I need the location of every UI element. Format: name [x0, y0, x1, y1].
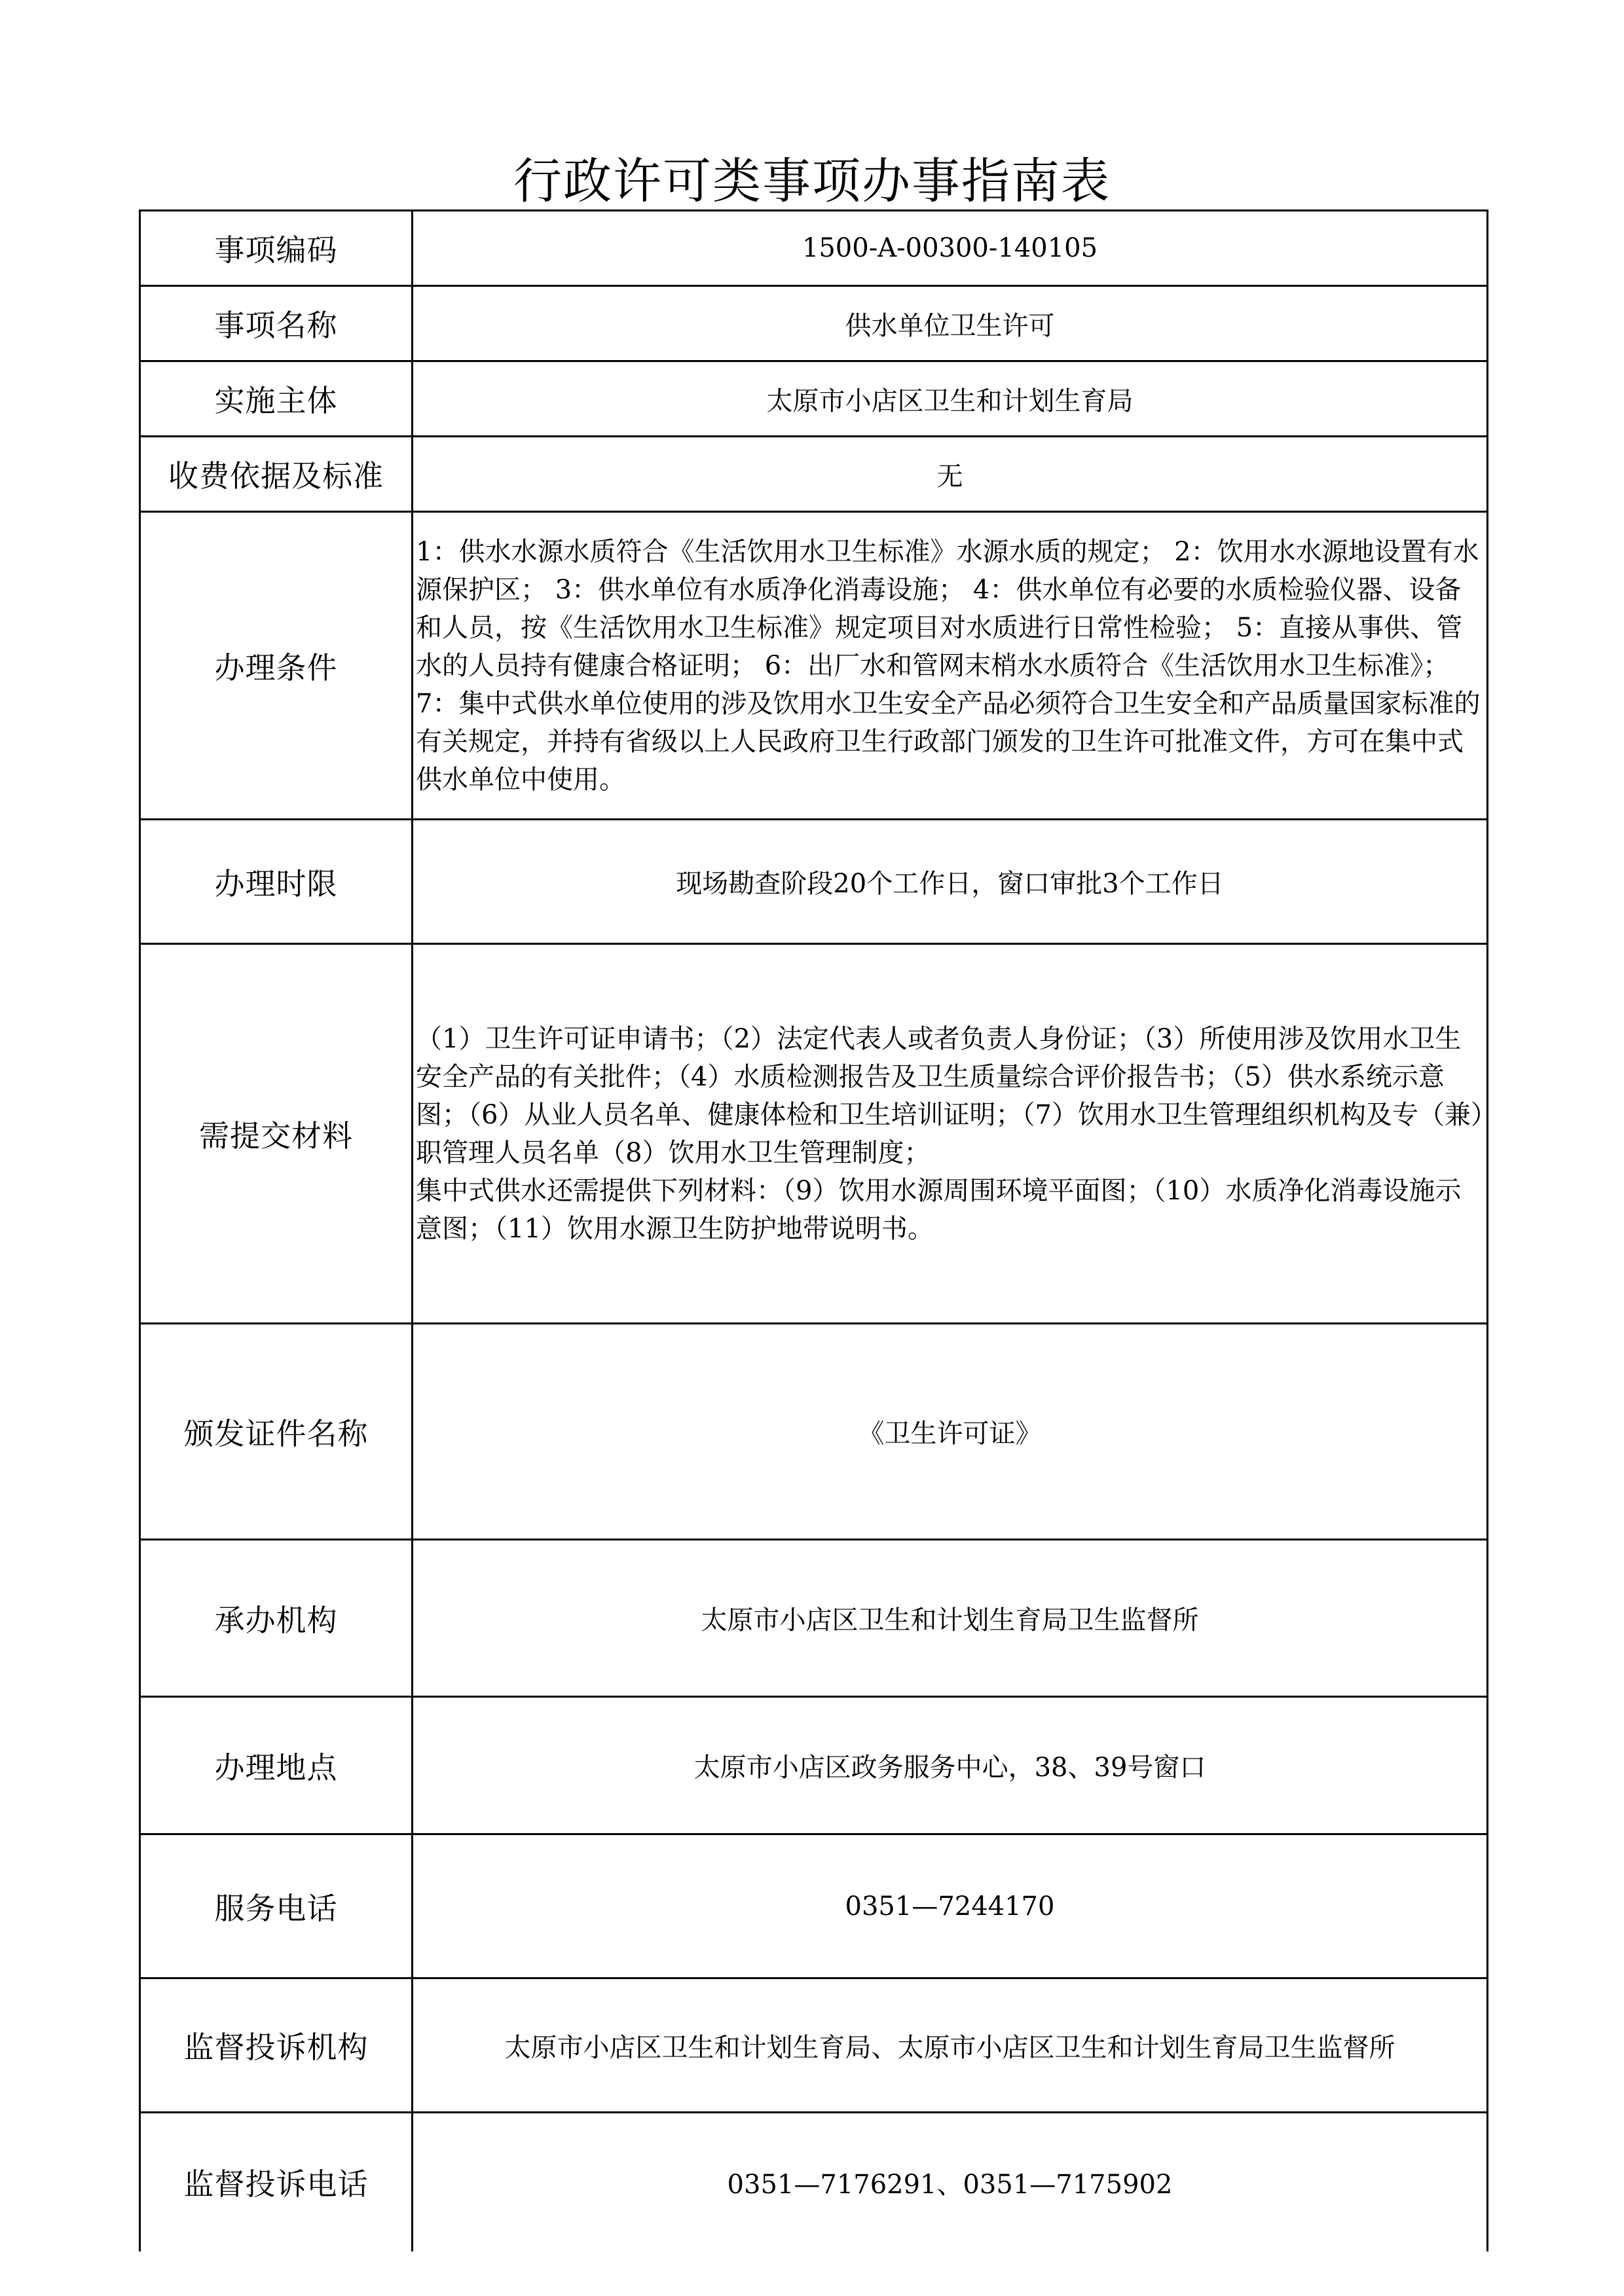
row-value: 太原市小店区卫生和计划生育局	[413, 361, 1488, 437]
table-row	[140, 1978, 1488, 2113]
row-value: 1：供水水源水质符合《生活饮用水卫生标准》水源水质的规定； 2：饮用水水源地设置有水源保护区； 3：供水单位有水质净化消毒设施； 4：供水单位有必要的水质检验仪器、设备和人员，按《生活饮用水卫生标准》规定项目对水质进行日常性检验； 5：直接从事供、管水的人员持有健康合格证明； 6：出厂水和管网末梢水水质符合《生活饮用水卫生标准》； 7：集中式供水单位使用的涉及饮用水卫生安全产品必须符合卫生安全和产品质量国家标准的有关规定，并持有省级以上人民政府卫生行政部门颁发的卫生许可批准文件，方可在集中式供水单位中使用。	[413, 512, 1488, 820]
page-title: 行政许可类事项办事指南表	[513, 153, 1111, 210]
row-label: 事项编码	[140, 211, 413, 286]
table-row	[140, 1697, 1488, 1834]
row-label: 收费依据及标准	[140, 437, 413, 512]
materials-paragraph: 集中式供水还需提供下列材料：（9）饮用水源周围环境平面图；（10）水质净化消毒设施示意图；（11）饮用水源卫生防护地带说明书。	[416, 1175, 1462, 1244]
row-label: 事项名称	[140, 286, 413, 361]
table-row	[140, 1324, 1488, 1540]
row-value: 现场勘查阶段20个工作日，窗口审批3个工作日	[413, 820, 1488, 944]
row-value: 太原市小店区卫生和计划生育局卫生监督所	[413, 1540, 1488, 1697]
table-row	[140, 944, 1488, 1324]
table-row	[140, 286, 1488, 361]
row-value	[413, 944, 1488, 1324]
table-row	[140, 1540, 1488, 1697]
row-label: 服务电话	[140, 1834, 413, 1978]
row-label: 办理地点	[140, 1697, 413, 1834]
guide-table	[139, 210, 1488, 2251]
row-value: 无	[413, 437, 1488, 512]
table-row	[140, 2113, 1488, 2251]
row-value: 1500-A-00300-140105	[413, 211, 1488, 286]
table-row	[140, 211, 1488, 286]
row-value: 0351—7176291、0351—7175902	[413, 2113, 1488, 2251]
row-label: 需提交材料	[140, 944, 413, 1324]
row-label: 实施主体	[140, 361, 413, 437]
row-value: 《卫生许可证》	[413, 1324, 1488, 1540]
row-value: 供水单位卫生许可	[413, 286, 1488, 361]
row-label: 承办机构	[140, 1540, 413, 1697]
row-label: 办理时限	[140, 820, 413, 944]
row-value: 0351—7244170	[413, 1834, 1488, 1978]
materials-paragraph: （1）卫生许可证申请书；（2）法定代表人或者负责人身份证；（3）所使用涉及饮用水卫生安全产品的有关批件；（4）水质检测报告及卫生质量综合评价报告书；（5）供水系统示意图；（6）从业人员名单、健康体检和卫生培训证明；（7）饮用水卫生管理组织机构及专（兼）职管理人员名单（8）饮用水卫生管理制度；	[416, 1023, 1484, 1168]
row-label: 办理条件	[140, 512, 413, 820]
table-row	[140, 1834, 1488, 1978]
row-label: 监督投诉机构	[140, 1978, 413, 2113]
table-row	[140, 361, 1488, 437]
table-row	[140, 820, 1488, 944]
row-value: 太原市小店区卫生和计划生育局、太原市小店区卫生和计划生育局卫生监督所	[413, 1978, 1488, 2113]
table-row	[140, 512, 1488, 820]
row-value: 太原市小店区政务服务中心，38、39号窗口	[413, 1697, 1488, 1834]
table-row	[140, 437, 1488, 512]
row-label: 监督投诉电话	[140, 2113, 413, 2251]
row-label: 颁发证件名称	[140, 1324, 413, 1540]
